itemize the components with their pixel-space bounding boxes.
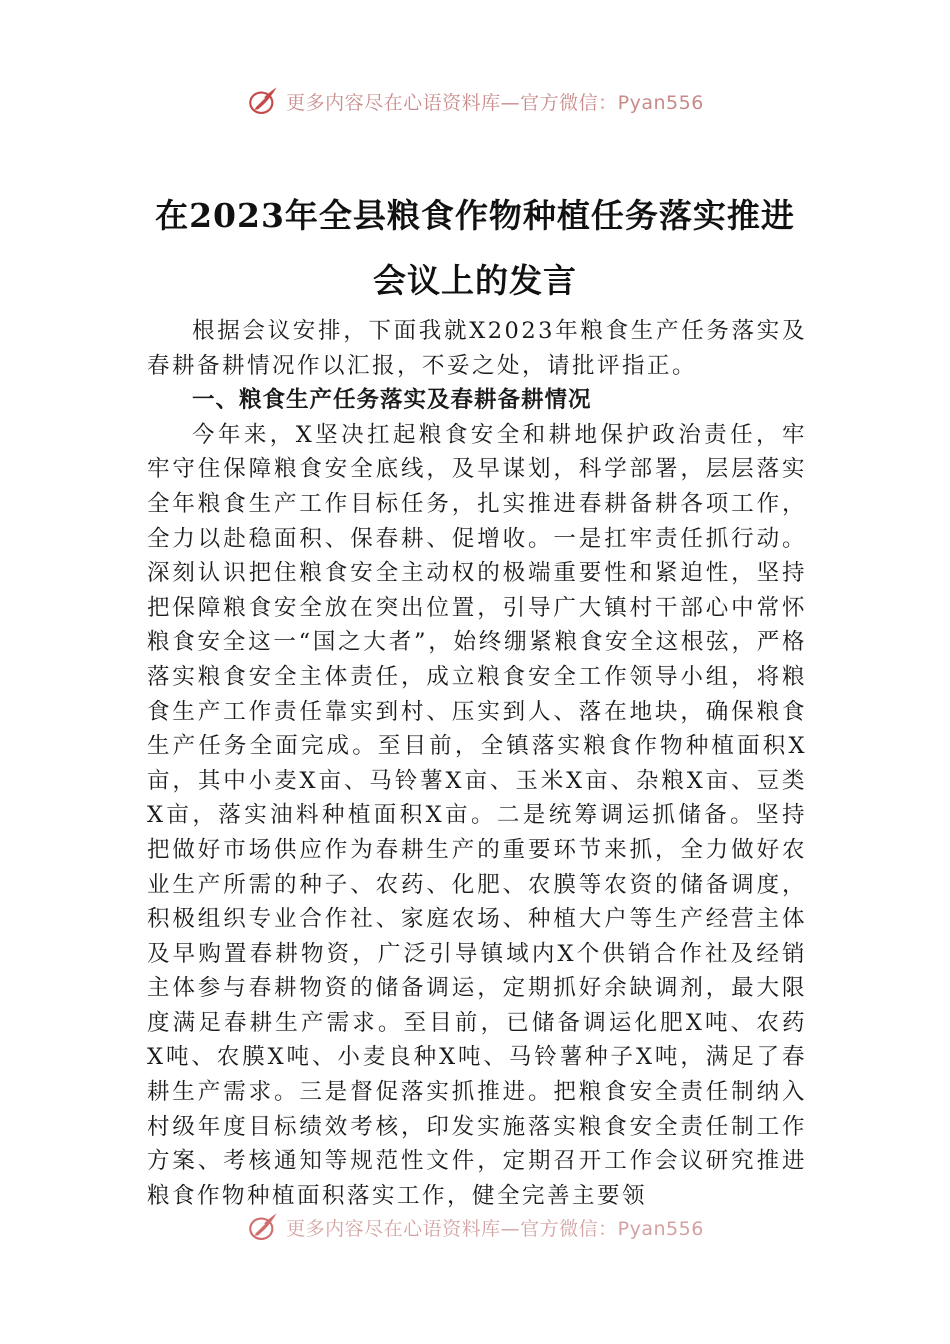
quill-logo-icon: [246, 84, 280, 118]
watermark-header: [0, 84, 950, 118]
watermark-footer: [0, 1210, 950, 1244]
section-paragraph: 今年来，X坚决扛起粮食安全和耕地保护政治责任，牢牢守住保障粮食安全底线，及早谋划，科学部署，层层落实全年粮食生产工作目标任务，扎实推进春耕备耕各项工作，全力以赴稳面积、保春耕、促增收。一是扛牢责任抓行动。深刻认识把住粮食安全主动权的极端重要性和紧迫性，坚持把保障粮食安全放在突出位置，引导广大镇村干部心中常怀粮食安全这一“国之大者”，始终绷紧粮食安全这根弦，严格落实粮食安全主体责任，成立粮食安全工作领导小组，将粮食生产工作责任靠实到村、压实到人、落在地块，确保粮食生产任务全面完成。至目前，全镇落实粮食作物种植面积X亩，其中小麦X亩、马铃薯X亩、玉米X亩、杂粮X亩、豆类X亩，落实油料种植面积X亩。二是统筹调运抓储备。坚持把做好市场供应作为春耕生产的重要环节来抓，全力做好农业生产所需的种子、农药、化肥、农膜等农资的储备调度，积极组织专业合作社、家庭农场、种植大户等生产经营主体及早购置春耕物资，广泛引导镇域内X个供销合作社及经销主体参与春耕物资的储备调运，定期抓好余缺调剂，最大限度满足春耕生产需求。至目前，已储备调运化肥X吨、农药X吨、农膜X吨、小麦良种X吨、马铃薯种子X吨，满足了春耕生产需求。三是督促落实抓推进。把粮食安全责任制纳入村级年度目标绩效考核，印发实施落实粮食安全责任制工作方案、考核通知等规范性文件，定期召开工作会议研究推进粮食作物种植面积落实工作，健全完善主要领: [147, 421, 807, 1209]
document-title-line1: 在2023年全县粮食作物种植任务落实推进: [155, 196, 795, 235]
document-body: [147, 314, 807, 1213]
document-title-line2: 会议上的发言: [373, 261, 577, 300]
section-heading: 一、粮食生产任务落实及春耕备耕情况: [192, 387, 592, 414]
watermark-text: 更多内容尽在心语资料库—官方微信：Pyan556: [286, 91, 704, 114]
watermark-text: 更多内容尽在心语资料库—官方微信：Pyan556: [286, 1217, 704, 1240]
quill-logo-icon: [246, 1210, 280, 1244]
intro-paragraph: 根据会议安排，下面我就X2023年粮食生产任务落实及春耕备耕情况作以汇报，不妥之处，请批评指正。: [147, 318, 807, 379]
